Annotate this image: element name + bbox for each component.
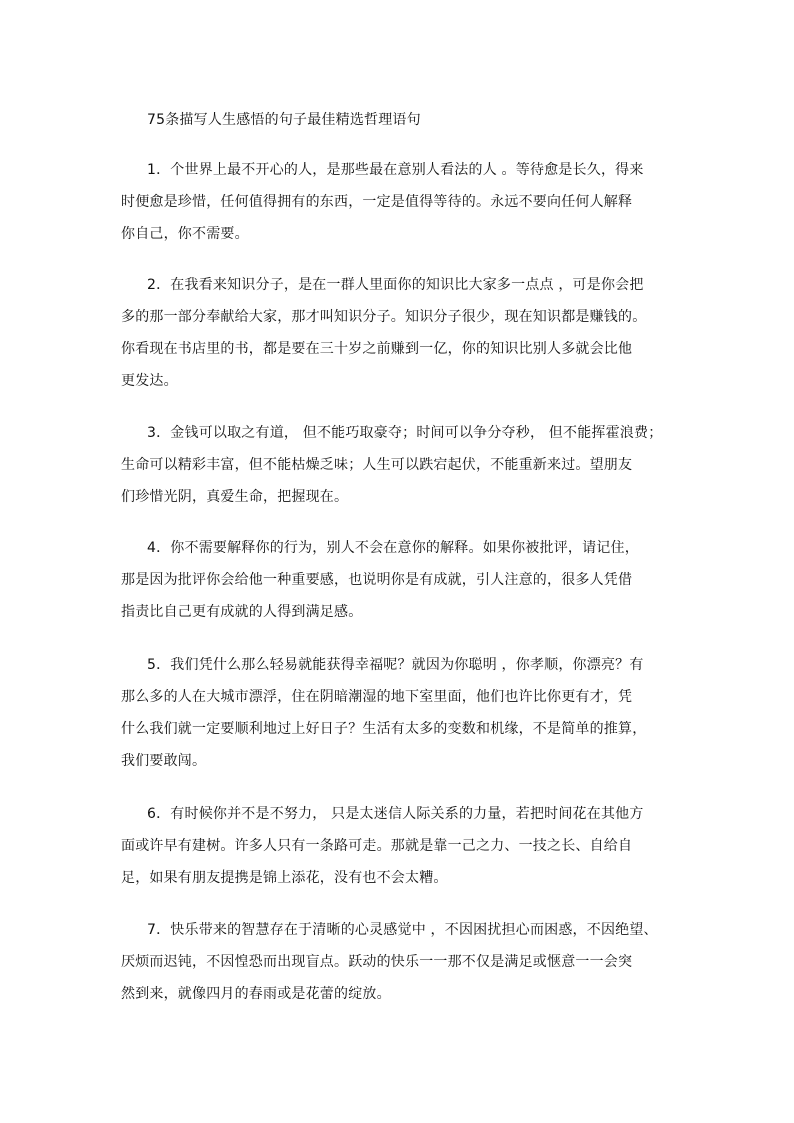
paragraph-line: 4．你不需要解释你的行为，别人不会在意你的解释。如果你被批评，请记住， [147, 540, 639, 556]
paragraph-line: 7．快乐带来的智慧存在于清晰的心灵感觉中 ，不因困扰担心而困惑，不因绝望、 [147, 922, 658, 938]
paragraph-line: 你看现在书店里的书，都是要在三十岁之前赚到一亿，你的知识比别人多就会比他 [121, 341, 633, 357]
paragraph-line: 你自己，你不需要。 [121, 226, 249, 242]
paragraph-line: 多的那一部分奉献给大家，那才叫知识分子。知识分子很少，现在知识都是赚钱的。 [121, 309, 647, 325]
paragraph-line: 那是因为批评你会给他一种重要感，也说明你是有成就，引人注意的，很多人凭借 [121, 572, 633, 588]
paragraph-line: 然到来，就像四月的春雨或是花蕾的绽放。 [121, 986, 391, 1002]
paragraph-line: 3．金钱可以取之有道， 但不能巧取豪夺；时间可以争分夺秒， 但不能挥霍浪费； [147, 425, 663, 441]
paragraph-3 [121, 423, 681, 519]
paragraph-line: 更发达。 [121, 373, 178, 389]
paragraph-line: 足，如果有朋友提携是锦上添花，没有也不会太糟。 [121, 870, 448, 886]
document-title: 75条描写人生感悟的句子最佳精选哲理语句 [147, 112, 421, 128]
paragraph-line: 厌烦而迟钝，不因惶恐而出现盲点。跃动的快乐一一那不仅是满足或惬意一一会突 [121, 954, 633, 970]
paragraph-7 [121, 920, 681, 1016]
paragraph-line: 5．我们凭什么那么轻易就能获得幸福呢？就因为你聪明 ，你孝顺，你漂亮？有 [147, 657, 644, 673]
paragraph-line: 们珍惜光阴，真爱生命，把握现在。 [121, 489, 349, 505]
paragraph-4 [121, 538, 681, 634]
paragraph-line: 我们要敢闯。 [121, 753, 207, 769]
paragraph-5 [121, 655, 681, 783]
paragraph-line: 那么多的人在大城市漂浮，住在阴暗潮湿的地下室里面，他们也许比你更有才，凭 [121, 689, 633, 705]
paragraph-line: 时便愈是珍惜，任何值得拥有的东西，一定是值得等待的。永远不要向任何人解释 [121, 194, 633, 210]
paragraph-6 [121, 804, 681, 900]
paragraph-line: 指责比自己更有成就的人得到满足感。 [121, 604, 363, 620]
paragraph-line: 面或许早有建树。许多人只有一条路可走。那就是靠一己之力、一技之长、自给自 [121, 838, 633, 854]
paragraph-line: 1．个世界上最不开心的人，是那些最在意别人看法的人 。等待愈是长久，得来 [147, 162, 644, 178]
paragraph-line: 6．有时候你并不是不努力， 只是太迷信人际关系的力量，若把时间花在其他方 [147, 806, 644, 822]
paragraph-line: 2．在我看来知识分子，是在一群人里面你的知识比大家多一点点 ，可是你会把 [147, 277, 644, 293]
paragraph-line: 什么我们就一定要顺利地过上好日子？生活有太多的变数和机缘，不是简单的推算， [121, 721, 647, 737]
paragraph-1 [121, 160, 681, 256]
paragraph-line: 生命可以精彩丰富，但不能枯燥乏味；人生可以跌宕起伏，不能重新来过。望朋友 [121, 457, 633, 473]
paragraph-2 [121, 275, 681, 403]
